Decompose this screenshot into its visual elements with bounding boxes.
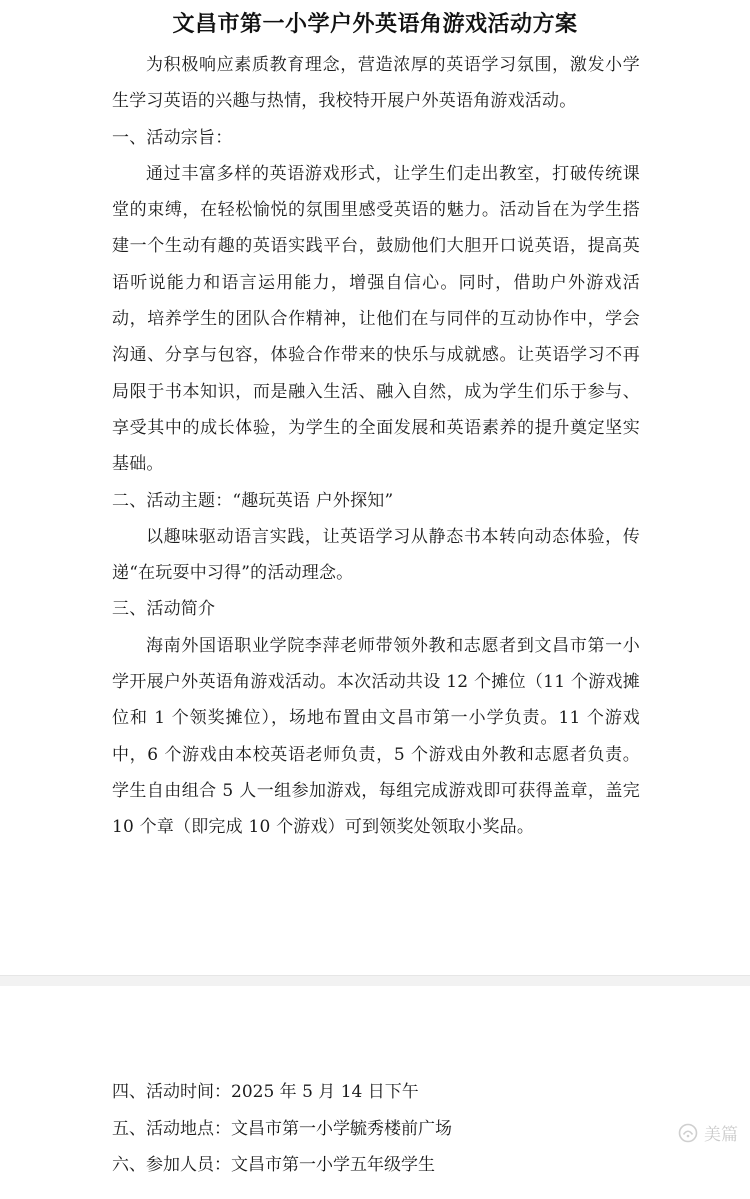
section-1-body: 通过丰富多样的英语游戏形式，让学生们走出教室，打破传统课堂的束缚，在轻松愉悦的氛围里感受英语的魅力。活动旨在为学生搭建一个生动有趣的英语实践平台，鼓励他们大胆开口说英语，提高英语听说能力和语言运用能力，增强自信心。同时，借助户外游戏活动，培养学生的团队合作精神，让他们在与同伴的互动协作中，学会沟通、分享与包容，体验合作带来的快乐与成就感。让英语学习不再局限于书本知识，而是融入生活、融入自然，成为学生们乐于参与、享受其中的成长体验，为学生的全面发展和英语素养的提升奠定坚实基础。 [112,163,640,475]
document-title: 文昌市第一小学户外英语角游戏活动方案 [172,12,578,37]
meipian-logo-icon [678,1123,698,1143]
document-body [112,47,640,846]
page-2-lines [112,1074,672,1184]
document-page-2 [0,986,750,1199]
section-5-location: 五、活动地点：文昌市第一小学毓秀楼前广场 [112,1118,452,1139]
watermark [678,1120,738,1145]
section-2-body: 以趣味驱动语言实践，让英语学习从静态书本转向动态体验，传递“在玩耍中习得”的活动理念。 [112,526,640,584]
watermark-text: 美篇 [704,1125,738,1145]
intro-paragraph: 为积极响应素质教育理念，营造浓厚的英语学习氛围，激发小学生学习英语的兴趣与热情，我校特开展户外英语角游戏活动。 [112,55,640,112]
section-6-participants: 六、参加人员：文昌市第一小学五年级学生 [112,1155,435,1175]
section-4-time: 四、活动时间：2025 年 5 月 14 日下午 [112,1082,419,1102]
section-3-body: 海南外国语职业学院李萍老师带领外教和志愿者到文昌市第一小学开展户外英语角游戏活动。本次活动共设 12 个摊位（11 个游戏摊位和 1 个领奖摊位），场地布置由文昌市第一小学负责。11 个游戏中，6 个游戏由本校英语老师负责，5 个游戏由外教和志愿者负责。学生自由组合 5 人一组参加游戏，每组完成游戏即可获得盖章，盖完 10 个章（即完成 10 个游戏）可到领奖处领取小奖品。 [112,635,640,838]
section-1-heading: 一、活动宗旨： [112,127,233,148]
section-3-heading: 三、活动简介 [112,599,216,620]
section-2-heading: 二、活动主题：“趣玩英语 户外探知” [112,490,394,511]
